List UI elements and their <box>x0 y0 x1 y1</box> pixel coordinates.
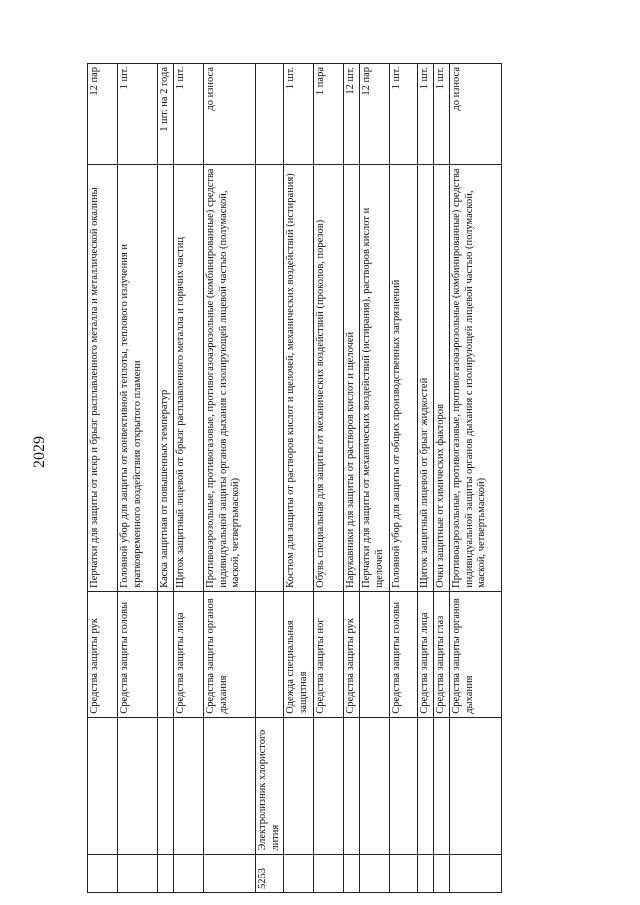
profession-cell <box>204 717 256 854</box>
type-cell: Средства защиты лица <box>174 591 204 717</box>
name-cell: Противоаэрозольные, противогазовые, противогазоаэрозольные (комбинированные) средства индивидуальной защиты органов дыхания с изолирующей лицевой частью (полумаской, маской, четвертьмаской) <box>450 164 502 591</box>
code-cell <box>344 854 360 892</box>
profession-cell <box>390 717 418 854</box>
code-cell <box>88 854 118 892</box>
qty-cell: 1 шт. <box>390 64 418 165</box>
code-cell <box>204 854 256 892</box>
profession-cell <box>174 717 204 854</box>
code-cell <box>284 854 314 892</box>
table-row <box>360 64 390 893</box>
name-cell: Нарукавники для защиты от растворов кислот и щелочей <box>344 164 360 591</box>
table-row <box>158 64 174 893</box>
qty-cell: 1 шт. <box>118 64 158 165</box>
name-cell: Противоаэрозольные, противогазовые, противогазоаэрозольные (комбинированные) средства индивидуальной защиты органов дыхания с изолирующей лицевой частью (полумаской, маской, четвертьмаской) <box>204 164 256 591</box>
qty-cell: 1 шт. на 2 года <box>158 64 174 165</box>
code-cell <box>390 854 418 892</box>
code-cell <box>450 854 502 892</box>
table-row <box>174 64 204 893</box>
profession-cell <box>344 717 360 854</box>
type-cell: Средства защиты глаз <box>434 591 450 717</box>
qty-cell: до износа <box>204 64 256 165</box>
code-cell <box>314 854 344 892</box>
type-cell: Средства защиты рук <box>88 591 118 717</box>
table-body <box>88 64 502 893</box>
code-cell <box>434 854 450 892</box>
code-cell <box>158 854 174 892</box>
qty-cell: 1 шт. <box>174 64 204 165</box>
table-row <box>450 64 502 893</box>
type-cell: Средства защиты лица <box>418 591 434 717</box>
name-cell: Перчатки для защиты от искр и брызг расплавленного металла и металлической окалины <box>88 164 118 591</box>
type-cell <box>256 591 284 717</box>
type-cell: Средства защиты органов дыхания <box>204 591 256 717</box>
profession-cell <box>158 717 174 854</box>
type-cell: Средства защиты ног <box>314 591 344 717</box>
name-cell: Щиток защитный лицевой от брызг жидкостей <box>418 164 434 591</box>
profession-cell <box>418 717 434 854</box>
table-row <box>256 64 284 893</box>
profession-cell <box>284 717 314 854</box>
table-row <box>204 64 256 893</box>
type-cell: Средства защиты головы <box>118 591 158 717</box>
name-cell: Щиток защитный лицевой от брызг расплавленного металла и горячих частиц <box>174 164 204 591</box>
type-cell: Средства защиты органов дыхания <box>450 591 502 717</box>
type-cell: Одежда специальная защитная <box>284 591 314 717</box>
name-cell: Перчатки для защиты от механических воздействий (истирания), растворов кислот и щелочей <box>360 164 390 591</box>
name-cell: Костюм для защиты от растворов кислот и щелочей, механических воздействий (истирания) <box>284 164 314 591</box>
qty-cell: 12 пар <box>88 64 118 165</box>
qty-cell: 12 шт. <box>344 64 360 165</box>
profession-cell <box>450 717 502 854</box>
name-cell: Головной убор для защиты от конвективной теплоты, теплового излучения и кратковременного воздействия открытого пламени <box>118 164 158 591</box>
table-row <box>88 64 118 893</box>
profession-cell <box>360 717 390 854</box>
name-cell: Головной убор для защиты от общих производственных загрязнений <box>390 164 418 591</box>
table-row <box>418 64 434 893</box>
table-row <box>390 64 418 893</box>
qty-cell <box>256 64 284 165</box>
code-cell <box>118 854 158 892</box>
profession-cell <box>118 717 158 854</box>
type-cell: Средства защиты головы <box>390 591 418 717</box>
code-cell <box>174 854 204 892</box>
qty-cell: 1 пара <box>314 64 344 165</box>
qty-cell: 1 шт. <box>418 64 434 165</box>
qty-cell: 1 шт. <box>434 64 450 165</box>
code-cell <box>360 854 390 892</box>
table-row <box>314 64 344 893</box>
profession-cell <box>434 717 450 854</box>
code-cell: 5253 <box>256 854 284 892</box>
name-cell: Очки защитные от химических факторов <box>434 164 450 591</box>
name-cell: Каска защитная от повышенных температур <box>158 164 174 591</box>
qty-cell: до износа <box>450 64 502 165</box>
type-cell <box>360 591 390 717</box>
table-row <box>434 64 450 893</box>
table-row <box>344 64 360 893</box>
qty-cell: 12 пар <box>360 64 390 165</box>
code-cell <box>418 854 434 892</box>
name-cell: Обувь специальная для защиты от механических воздействий (проколов, порезов) <box>314 164 344 591</box>
profession-cell <box>314 717 344 854</box>
name-cell <box>256 164 284 591</box>
ppe-table <box>87 63 502 893</box>
type-cell: Средства защиты рук <box>344 591 360 717</box>
table-row <box>284 64 314 893</box>
table-row <box>118 64 158 893</box>
page-number: 2029 <box>31 436 48 468</box>
qty-cell: 1 шт. <box>284 64 314 165</box>
profession-cell: Электролизник хлористого лития <box>256 717 284 854</box>
type-cell <box>158 591 174 717</box>
profession-cell <box>88 717 118 854</box>
